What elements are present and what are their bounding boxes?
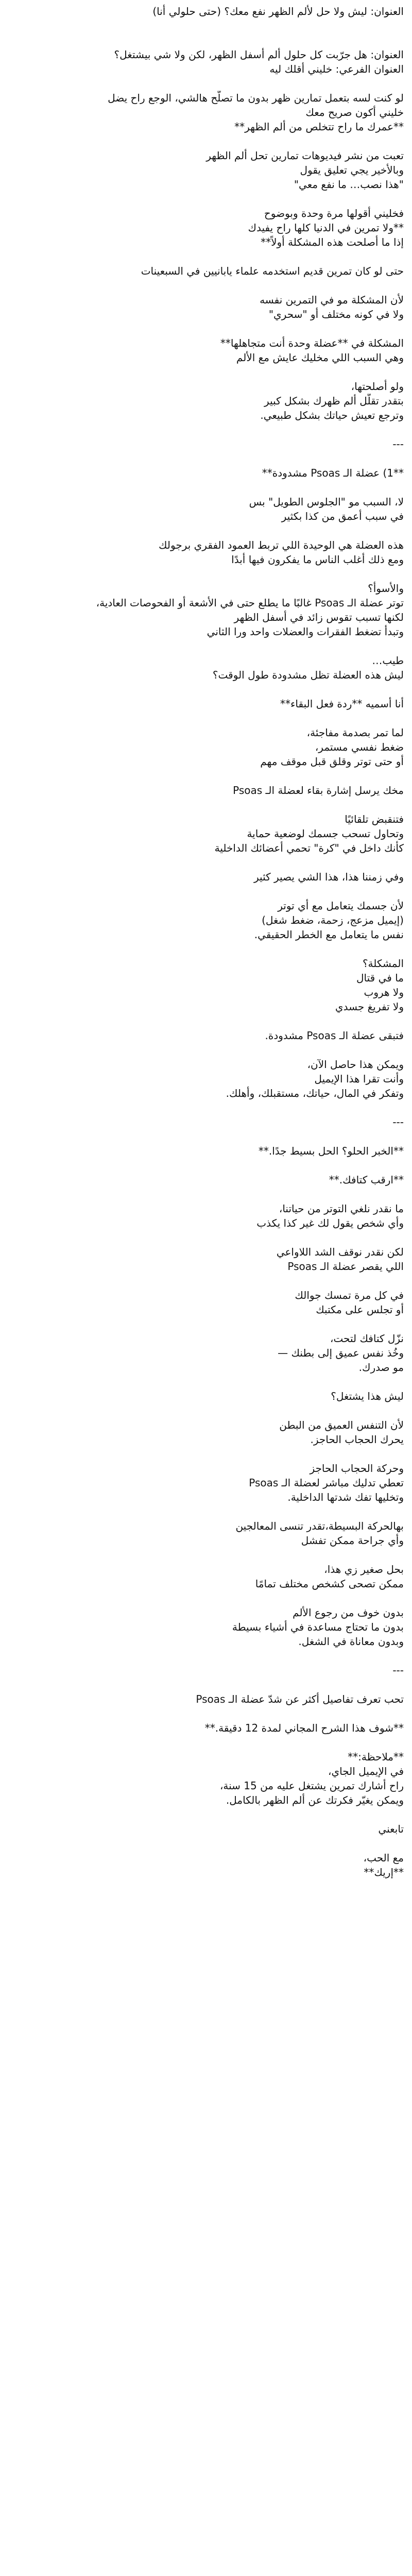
blank-line xyxy=(8,1706,404,1721)
text-line: وبالأخير يجي تعليق يقول xyxy=(300,164,404,176)
blank-line xyxy=(8,1014,404,1028)
text-line: لأن التنفس العميق من البطن xyxy=(279,1419,404,1431)
text-line: وخُذ نفس عميق إلى بطنك — xyxy=(278,1347,404,1359)
text-line: العنوان الفرعي: خليني أقلك ليه xyxy=(269,63,404,75)
text-line: بدون ما تحتاج مساعدة في أشياء بسيطة xyxy=(232,1621,404,1633)
text-line: ولو أصلحتها، xyxy=(351,380,404,393)
blank-line xyxy=(8,855,404,870)
blank-line xyxy=(8,1375,404,1389)
blank-line xyxy=(8,1591,404,1605)
text-line: أو تجلس على مكتبك xyxy=(316,1303,404,1316)
text-line: مو صدرك. xyxy=(358,1361,404,1374)
blank-line xyxy=(8,1187,404,1201)
text-line: (إيميل مزعج، زحمة، ضغط شغل) xyxy=(262,914,404,926)
text-line: وحركة الحجاب الحاجز xyxy=(310,1462,404,1475)
text-line: لكن نقدر نوقف الشد اللاواعي xyxy=(276,1246,404,1258)
text-line: ولا في كونه مختلف أو "سحري" xyxy=(268,308,404,320)
blank-line xyxy=(8,1677,404,1692)
text-line: إذا ما أصلحت هذه المشكلة أولاً** xyxy=(261,236,404,248)
blank-line xyxy=(8,1317,404,1331)
text-line: **الخبر الحلو؟ الحل بسيط جدًا.** xyxy=(258,1145,404,1157)
text-line: وبدون معاناة في الشغل. xyxy=(298,1635,404,1648)
text-line: **إريك** xyxy=(364,1866,404,1878)
text-line: ولا هروب xyxy=(364,986,404,998)
text-line: نفس ما يتعامل مع الخطر الحقيقي. xyxy=(254,928,404,941)
blank-line xyxy=(8,682,404,697)
text-line: ما في قتال xyxy=(356,972,404,984)
text-line: فخليني أقولها مرة وحدة وبوضوح xyxy=(264,207,404,219)
text-line: وتخليها تفك شدتها الداخلية. xyxy=(287,1491,404,1503)
text-line: فتبقى عضلة الـ Psoas مشدودة. xyxy=(265,1029,404,1042)
text-line: نزّل كتافك لتحت، xyxy=(330,1332,404,1345)
text-line: وتبدأ تضغط الفقرات والعضلات واحد ورا الثاني xyxy=(207,625,404,638)
text-line: تعطي تدليك مباشر لعضلة الـ Psoas xyxy=(249,1477,404,1489)
text-line: لكنها تسبب تقوس زائد في أسفل الظهر xyxy=(234,611,404,623)
text-line: وأنت تقرا هذا الإيميل xyxy=(314,1073,404,1085)
blank-line xyxy=(8,639,404,653)
text-line: المشكلة في **عضلة وحدة أنت متجاهلها** xyxy=(220,337,404,349)
text-line: بدون خوف من رجوع الألم xyxy=(293,1606,404,1619)
text-line: ويمكن هذا حاصل الآن، xyxy=(307,1058,404,1071)
text-line: لأن المشكلة مو في التمرين نفسه xyxy=(260,294,404,306)
text-line: يحرك الحجاب الحاجز. xyxy=(310,1433,404,1446)
text-line: بهالحركة البسيطة،تقدر تنسى المعالجين xyxy=(235,1520,404,1532)
section-divider: --- xyxy=(392,1116,404,1128)
blank-line xyxy=(8,711,404,725)
blank-line xyxy=(8,1836,404,1851)
blank-line xyxy=(8,1043,404,1057)
text-line: أنا أسميه **ردة فعل البقاء** xyxy=(280,698,404,710)
text-line: خليني أكون صريح معك xyxy=(305,106,404,118)
text-line: وهي السبب اللي مخليك عايش مع الألم xyxy=(236,351,404,364)
text-line: وتحاول تسحب جسمك لوضعية حماية xyxy=(247,827,404,840)
text-line: توتر عضلة الـ Psoas غالبًا ما يطلع حتى في الأشعة أو الفحوصات العادية، xyxy=(96,597,404,609)
text-line: لما تمر بصدمة مفاجئة، xyxy=(306,726,404,739)
blank-line xyxy=(8,19,404,33)
text-line: ممكن تصحى كشخص مختلف تمامًا xyxy=(255,1578,404,1590)
text-line: وترجع تعيش حياتك بشكل طبيعي. xyxy=(260,409,404,421)
blank-line xyxy=(8,1230,404,1245)
text-line: المشكلة؟ xyxy=(362,957,404,970)
text-line: فتنقبض تلقائيًا xyxy=(345,813,404,825)
text-line: في كل مرة تمسك جوالك xyxy=(295,1289,404,1301)
blank-line xyxy=(8,76,404,91)
blank-line xyxy=(8,1649,404,1663)
text-line: "هذا نصب… ما نفع معي" xyxy=(294,178,404,191)
text-line: **1) عضلة الـ Psoas مشدودة** xyxy=(262,467,404,479)
text-line: ضغط نفسي مستمر، xyxy=(315,741,404,753)
text-line: في الإيميل الجاي، xyxy=(328,1765,404,1777)
blank-line xyxy=(8,523,404,538)
text-line: وأي جراحة ممكن تفشل xyxy=(301,1534,404,1547)
text-line: حتى لو كان تمرين قديم استخدمه علماء يابانيين في السبعينات xyxy=(141,265,404,277)
text-line: ولا تفريغ جسدي xyxy=(335,1001,404,1013)
text-line: راح أشارك تمرين يشتغل عليه من 15 سنة، xyxy=(219,1780,404,1792)
section-divider: --- xyxy=(392,1664,404,1676)
text-line: تعبت من نشر فيديوهات تمارين تحل ألم الظهر xyxy=(206,149,404,162)
text-line: مخك يرسل إشارة بقاء لعضلة الـ Psoas xyxy=(233,784,404,796)
blank-line xyxy=(8,769,404,783)
blank-line xyxy=(8,1129,404,1144)
text-line: ما نقدر نلغي التوتر من حياتنا، xyxy=(279,1202,404,1215)
text-line: اللي يقصر عضلة الـ Psoas xyxy=(287,1260,404,1273)
text-line: بتقدر تقلّل ألم ظهرك بشكل كبير xyxy=(264,395,404,407)
text-line: مع الحب، xyxy=(363,1852,404,1864)
blank-line xyxy=(8,365,404,379)
blank-line xyxy=(8,134,404,148)
text-line: وفي زمننا هذا، هذا الشي يصير كثير xyxy=(254,871,404,883)
blank-line xyxy=(8,567,404,581)
text-line: كأنك داخل في "كرة" تحمي أعضائك الداخلية xyxy=(214,842,404,854)
blank-line xyxy=(8,192,404,206)
blank-line xyxy=(8,1274,404,1288)
blank-line xyxy=(8,321,404,336)
blank-line xyxy=(8,1447,404,1461)
text-line: بحل صغير زي هذا، xyxy=(324,1563,404,1575)
text-line: ليش هذه العضلة تظل مشدودة طول الوقت؟ xyxy=(212,669,404,681)
text-line: تابعني xyxy=(378,1823,404,1835)
blank-line xyxy=(8,1504,404,1519)
blank-line xyxy=(8,33,404,47)
blank-line xyxy=(8,422,404,437)
text-line: طيب… xyxy=(372,654,404,667)
text-line: **ارقب كتافك.** xyxy=(329,1174,404,1186)
blank-line xyxy=(8,249,404,264)
text-line: ويمكن يغيّر فكرتك عن ألم الظهر بالكامل. xyxy=(226,1794,404,1806)
text-line: ومع ذلك أغلب الناس ما يفكرون فيها أبدًا xyxy=(231,553,404,566)
blank-line xyxy=(8,1158,404,1173)
blank-line xyxy=(8,884,404,899)
text-line: **شوف هذا الشرح المجاني لمدة 12 دقيقة.** xyxy=(204,1722,404,1734)
text-line: لو كنت لسه بتعمل تمارين ظهر بدون ما تصلّح هالشي، الوجع راح يضل xyxy=(108,92,404,104)
blank-line xyxy=(8,1548,404,1562)
text-line: في سبب أعمق من كذا بكثير xyxy=(281,510,404,522)
blank-line xyxy=(8,480,404,495)
blank-line xyxy=(8,942,404,956)
text-line: أو حتى توتر وقلق قبل موقف مهم xyxy=(260,755,404,768)
text-line: العنوان: ليش ولا حل لألم الظهر نفع معك؟ (حتى حلولي أنا) xyxy=(152,5,404,18)
text-line: **عمرك ما راح تتخلص من ألم الظهر** xyxy=(234,121,404,133)
text-line: هذه العضلة هي الوحيدة اللي تربط العمود الفقري برجولك xyxy=(159,539,404,551)
text-line: وتفكر في المال، حياتك، مستقبلك، وأهلك. xyxy=(226,1087,404,1099)
text-line: لا، السبب مو "الجلوس الطويل" بس xyxy=(249,496,404,508)
blank-line xyxy=(8,1735,404,1750)
text-line: تحب تعرف تفاصيل أكثر عن شدّ عضلة الـ Psoas xyxy=(196,1693,404,1705)
blank-line xyxy=(8,278,404,293)
text-line: ليش هذا يشتغل؟ xyxy=(331,1390,404,1402)
blank-line xyxy=(8,1807,404,1822)
text-line: **ولا تمرين في الدنيا كلها راح يفيدك xyxy=(248,222,404,234)
blank-line xyxy=(8,798,404,812)
text-line: والأسوأ؟ xyxy=(368,582,404,595)
blank-line xyxy=(8,451,404,466)
text-line: لأن جسمك يتعامل مع أي توتر xyxy=(278,900,404,912)
text-line: وأي شخص يقول لك غير كذا يكذب xyxy=(256,1217,404,1229)
blank-line xyxy=(8,1403,404,1418)
text-line: العنوان: هل جرّبت كل حلول ألم أسفل الظهر، لكن ولا شي بيشتغل؟ xyxy=(114,48,404,61)
text-line: **ملاحظة:** xyxy=(348,1751,404,1763)
blank-line xyxy=(8,1100,404,1115)
section-divider: --- xyxy=(392,438,404,450)
